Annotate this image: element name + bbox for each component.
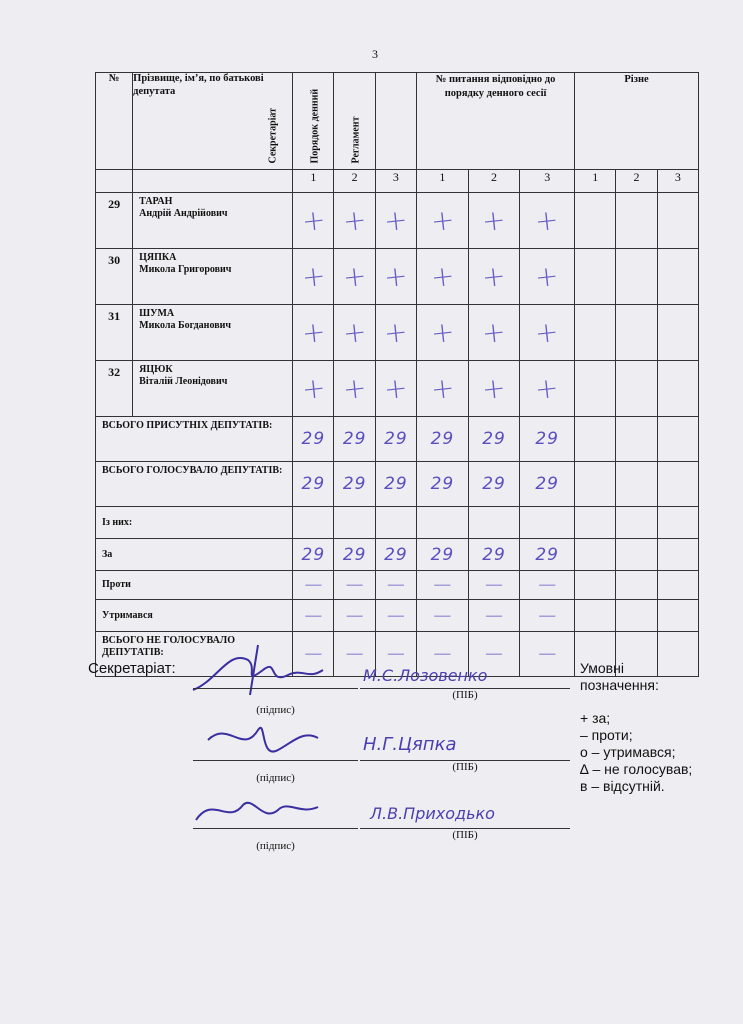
vote-mark: + [382,258,410,295]
deputy-name: ЯЦЮК Віталій Леонідович [133,361,293,417]
legend-item: о – утримався; [580,744,676,760]
summary-label: За [96,539,293,571]
signer-name-3: Л.В.Приходько [370,804,495,823]
legend-item: + за; [580,710,611,726]
secretariat-label: Секретаріат: [88,660,176,677]
deputy-name: ТАРАН Андрій Андрійович [133,193,293,249]
deputy-row [96,193,699,249]
signer-name-1: М.С.Лозовенко [363,666,488,685]
vote-mark: + [428,202,456,239]
sub-number: 3 [657,170,698,193]
signature-caption: (підпис) [256,704,295,716]
header-number: № [96,73,133,170]
summary-value: — [293,571,334,600]
summary-value: — [293,600,334,632]
summary-value: 29 [520,539,575,571]
signature-caption: (підпис) [256,772,295,784]
vote-mark: + [428,314,456,351]
vote-mark: + [382,370,410,407]
deputy-row [96,305,699,361]
header-misc: Різне [575,73,699,170]
summary-value: 29 [334,462,375,507]
summary-label: ВСЬОГО НЕ ГОЛОСУВАЛО ДЕПУТАТІВ: [96,632,293,677]
sub-number: 3 [520,170,575,193]
summary-row [96,571,699,600]
summary-value: 29 [417,417,469,462]
summary-row [96,539,699,571]
deputy-name: ЦЯПКА Микола Григорович [133,249,293,305]
summary-value: — [417,571,469,600]
summary-value: 29 [293,462,334,507]
page-number: 3 [372,47,378,61]
summary-row [96,507,699,539]
vote-mark: + [299,314,327,351]
summary-value: 29 [334,539,375,571]
sub-number-row [96,170,699,193]
summary-value: — [520,632,575,677]
vote-mark: + [341,258,369,295]
legend-item: – проти; [580,727,633,743]
summary-value: 29 [334,417,375,462]
vote-mark: + [428,258,456,295]
summary-value: — [468,571,520,600]
summary-label: ВСЬОГО ПРИСУТНІХ ДЕПУТАТІВ: [96,417,293,462]
summary-value: — [468,600,520,632]
summary-label: Із них: [96,507,293,539]
summary-value: — [417,600,469,632]
summary-value: 29 [468,417,520,462]
vote-mark: + [341,202,369,239]
vote-mark: + [533,202,561,239]
name-caption: (ПІБ) [452,689,478,701]
summary-value: 29 [375,417,416,462]
vote-mark: + [480,314,508,351]
signer-name-2: Н.Г.Цяпка [363,734,457,755]
summary-value: 29 [375,462,416,507]
header-secretariat: Секретаріат [293,73,334,170]
header-name: Прізвище, ім’я, по батькові депутата [133,73,293,170]
header-questions: № питання відповідно до порядку денного сесії [417,73,575,170]
signature-line [193,760,358,761]
summary-value: 29 [417,462,469,507]
summary-label: Проти [96,571,293,600]
deputy-number: 31 [96,305,133,361]
summary-value: — [417,632,469,677]
summary-row [96,462,699,507]
summary-row [96,417,699,462]
vote-mark: + [480,258,508,295]
deputy-row [96,361,699,417]
vote-mark: + [299,258,327,295]
sub-number: 2 [334,170,375,193]
signature-line [193,688,358,689]
vote-mark: + [382,202,410,239]
vote-mark: + [480,370,508,407]
deputy-name: ШУМА Микола Богданович [133,305,293,361]
signature-scribble-2 [198,710,328,770]
name-caption: (ПІБ) [452,761,478,773]
legend [580,660,692,795]
summary-value: — [520,571,575,600]
summary-value: 29 [293,539,334,571]
summary-value: — [334,632,375,677]
deputy-number: 30 [96,249,133,305]
summary-value: 29 [468,462,520,507]
summary-value: 29 [375,539,416,571]
summary-value: 29 [520,417,575,462]
summary-value: 29 [293,417,334,462]
vote-mark: + [533,370,561,407]
summary-value: — [520,600,575,632]
vote-mark: + [299,202,327,239]
vote-mark: + [341,370,369,407]
header-reglament: Регламент [375,73,416,170]
voting-table [95,72,699,677]
vote-mark: + [533,314,561,351]
legend-item: в – відсутній. [580,778,665,794]
summary-value: 29 [417,539,469,571]
summary-row [96,600,699,632]
vote-mark: + [533,258,561,295]
summary-label: ВСЬОГО ГОЛОСУВАЛО ДЕПУТАТІВ: [96,462,293,507]
legend-title: Умовні [580,660,624,676]
summary-label: Утримався [96,600,293,632]
summary-value: — [375,571,416,600]
name-caption: (ПІБ) [452,829,478,841]
summary-value: — [334,600,375,632]
signature-scribble-1 [188,640,328,700]
vote-mark: + [341,314,369,351]
sub-number: 3 [375,170,416,193]
table-header-row [96,73,699,170]
sub-number: 2 [616,170,657,193]
header-agenda: Порядок денний [334,73,375,170]
vote-mark: + [428,370,456,407]
summary-value: — [293,632,334,677]
summary-value: — [468,632,520,677]
signature-line [193,828,358,829]
signatures-block [88,660,708,880]
summary-value: — [375,600,416,632]
sub-number: 1 [575,170,616,193]
signature-caption: (підпис) [256,840,295,852]
sub-number: 1 [417,170,469,193]
sub-number: 1 [293,170,334,193]
deputy-number: 29 [96,193,133,249]
summary-value: — [334,571,375,600]
deputy-row [96,249,699,305]
summary-value: 29 [468,539,520,571]
summary-value: — [375,632,416,677]
legend-item: ∆ – не голосував; [580,761,693,777]
legend-title: позначення: [580,677,659,693]
vote-mark: + [382,314,410,351]
sub-number: 2 [468,170,520,193]
summary-value: 29 [520,462,575,507]
vote-mark: + [480,202,508,239]
vote-mark: + [299,370,327,407]
deputy-number: 32 [96,361,133,417]
